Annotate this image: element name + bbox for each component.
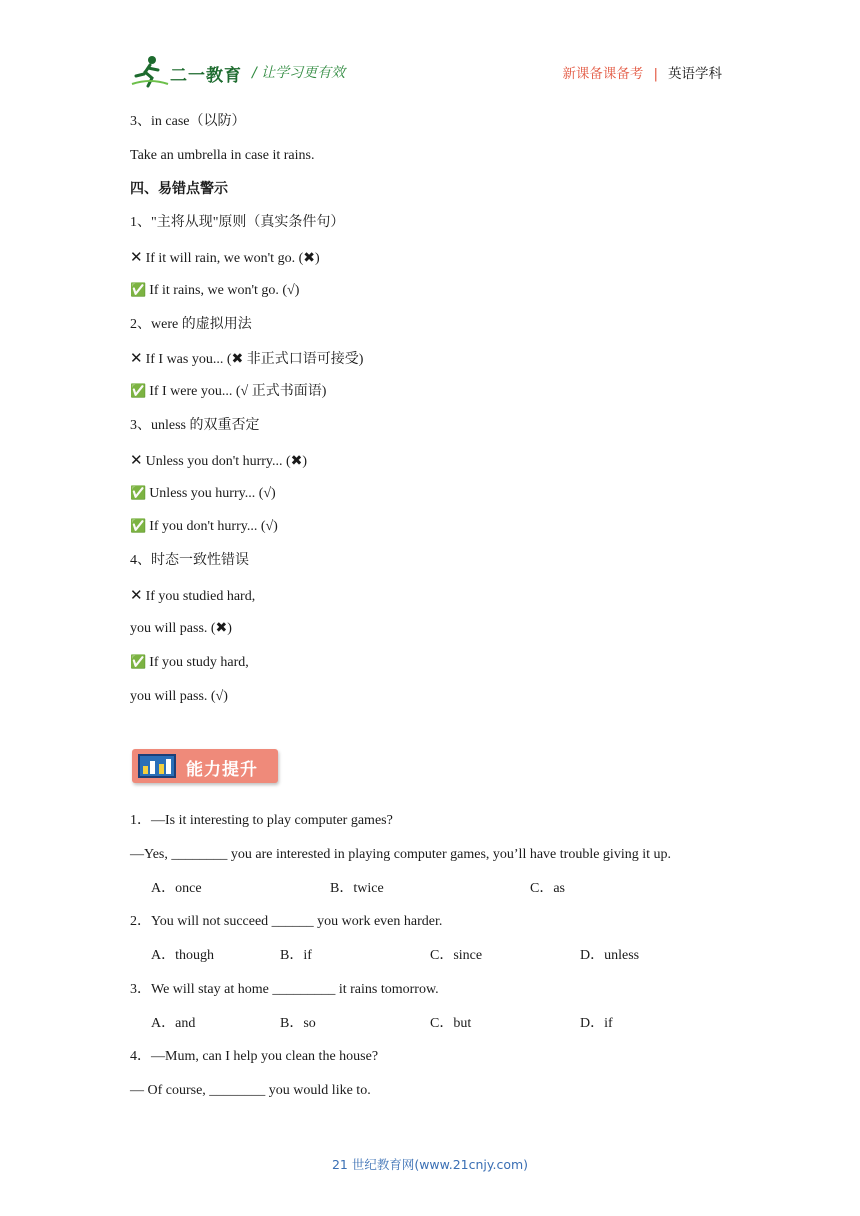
pitfall-3-title: 3、unless 的双重否定 [130,418,260,433]
q2-option-d[interactable]: D．unless [580,948,640,963]
pitfall-2-wrong-text: If I was you... (✖ 非正式口语可接受) [145,352,364,367]
pitfall-1-wrong [130,248,320,268]
check-icon: ✅ [130,519,147,534]
pitfall-2-right [130,383,326,401]
q3-option-a[interactable]: A．and [151,1016,196,1031]
cross-icon: ✕ [130,349,143,367]
in-case-heading: 3、in case（以防） [130,114,246,129]
check-icon: ✅ [130,283,147,298]
check-icon: ✅ [130,384,147,399]
question-3-stem: 3．We will stay at home _________ it rains tomorrow. [130,982,439,997]
pitfall-1-title: 1、"主将从现"原则（真实条件句） [130,215,345,230]
pitfall-1-wrong-text: If it will rain, we won't go. (✖) [145,251,320,266]
slogan: / 让学习更有效 [252,65,346,81]
pitfall-2-wrong [130,349,363,369]
check-icon: ✅ [130,655,147,670]
cross-icon: ✕ [130,248,143,266]
runner-logo-icon [130,54,170,90]
page-footer[interactable]: 21 世纪教育网(www.21cnjy.com) [331,1157,529,1172]
pitfall-3-right-1 [130,485,276,503]
question-1-reply: —Yes, ________ you are interested in playing computer games, you’ll have trouble giving it up. [130,847,671,862]
question-2-stem: 2．You will not succeed ______ you work even harder. [130,914,443,929]
header-course: 新课备课备考 [562,66,644,82]
check-icon: ✅ [130,486,147,501]
in-case-example: Take an umbrella in case it rains. [130,148,315,163]
pitfall-4-wrong-text: If you studied hard, [145,589,256,604]
chart-board-icon [138,754,176,778]
pitfall-3-right-2 [130,518,278,536]
pitfall-3-right-1-text: Unless you hurry... (√) [149,486,276,501]
page-header [130,54,730,90]
q1-option-a[interactable]: A．once [151,881,202,896]
q3-option-b[interactable]: B．so [280,1016,316,1031]
pitfall-4-wrong [130,586,255,606]
pitfall-4-right-text: If you study hard, [149,655,249,670]
logo [130,54,245,90]
pitfall-3-wrong-text: Unless you don't hurry... (✖) [145,454,308,469]
q2-option-a[interactable]: A．though [151,948,214,963]
pitfall-4-right-cont: you will pass. (√) [130,689,228,704]
header-right [562,62,722,82]
header-divider: | [653,66,658,82]
question-4-reply: — Of course, ________ you would like to. [130,1083,371,1098]
q3-option-c[interactable]: C．but [430,1016,472,1031]
pitfall-2-right-text: If I were you... (√ 正式书面语) [149,384,327,399]
pitfall-4-title: 4、时态一致性错误 [130,553,249,568]
q1-option-c[interactable]: C．as [530,881,565,896]
pitfall-2-title: 2、were 的虚拟用法 [130,317,252,332]
q3-option-d[interactable]: D．if [580,1016,613,1031]
pitfall-4-wrong-cont: you will pass. (✖) [130,621,232,636]
pitfall-4-right [130,654,249,672]
cross-icon: ✕ [130,451,143,469]
section-banner [130,746,280,786]
question-4-stem: 4．—Mum, can I help you clean the house? [130,1049,379,1064]
pitfall-3-right-2-text: If you don't hurry... (√) [149,519,278,534]
pitfall-1-right-text: If it rains, we won't go. (√) [149,283,300,298]
header-subject: 英语学科 [668,66,722,82]
cross-icon: ✕ [130,586,143,604]
q1-option-b[interactable]: B．twice [330,881,384,896]
pitfall-1-right [130,282,299,300]
pitfall-3-wrong [130,451,307,471]
q2-option-b[interactable]: B．if [280,948,312,963]
section-heading-pitfalls: 四、易错点警示 [130,181,228,197]
logo-text: 二一教育 [170,66,242,86]
question-1-stem: 1．—Is it interesting to play computer games? [130,813,393,828]
banner-title: 能力提升 [186,760,258,780]
q2-option-c[interactable]: C．since [430,948,483,963]
